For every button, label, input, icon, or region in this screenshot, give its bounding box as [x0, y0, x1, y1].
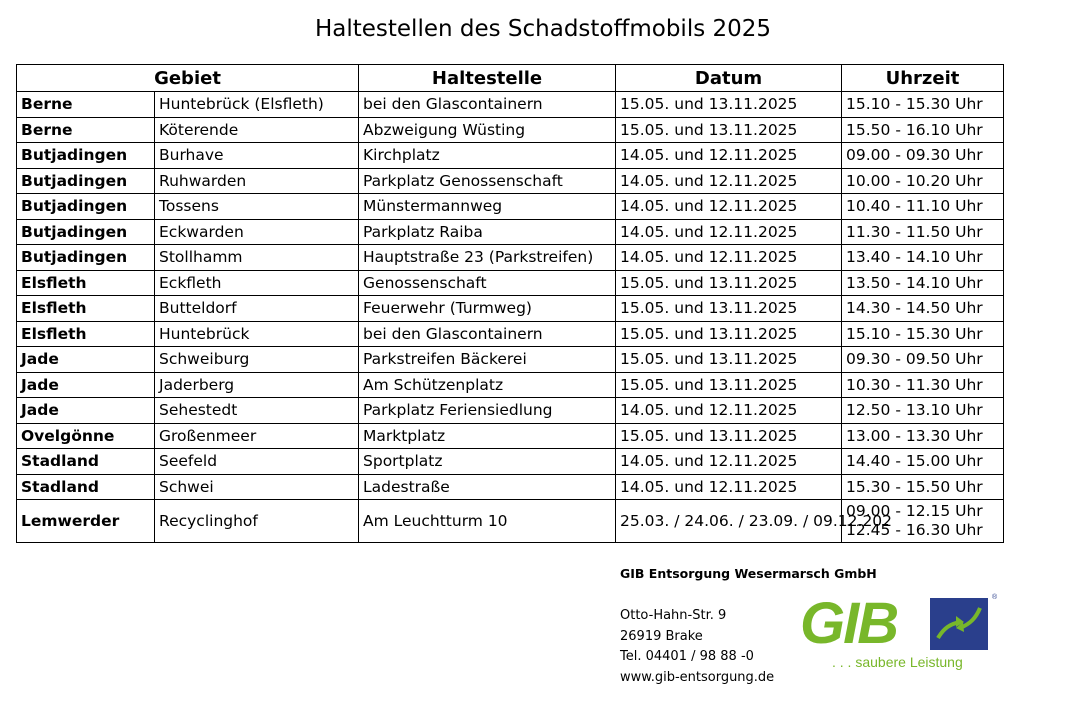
cell-ort: Stollhamm — [155, 245, 359, 271]
company-name: GIB Entsorgung Wesermarsch GmbH — [620, 566, 877, 581]
address-street: Otto-Hahn-Str. 9 — [620, 608, 727, 623]
cell-gebiet: Elsfleth — [17, 296, 155, 322]
cell-uhrzeit: 15.10 - 15.30 Uhr — [842, 321, 1004, 347]
cell-gebiet: Ovelgönne — [17, 423, 155, 449]
table-row — [17, 92, 1004, 118]
cell-ort: Eckwarden — [155, 219, 359, 245]
cell-haltestelle: Parkplatz Raiba — [359, 219, 616, 245]
table-row — [17, 347, 1004, 373]
registered-mark: ® — [992, 594, 998, 601]
cell-haltestelle: bei den Glascontainern — [359, 321, 616, 347]
cell-haltestelle: Münstermannweg — [359, 194, 616, 220]
cell-datum: 15.05. und 13.11.2025 — [616, 296, 842, 322]
cell-gebiet: Jade — [17, 347, 155, 373]
page-title: Haltestellen des Schadstoffmobils 2025 — [314, 16, 772, 42]
cell-uhrzeit: 13.00 - 13.30 Uhr — [842, 423, 1004, 449]
cell-haltestelle: Abzweigung Wüsting — [359, 117, 616, 143]
table-row — [17, 117, 1004, 143]
cell-gebiet: Jade — [17, 398, 155, 424]
cell-datum: 25.03. / 24.06. / 23.09. / 09.12.202 — [616, 500, 842, 543]
cell-haltestelle: bei den Glascontainern — [359, 92, 616, 118]
cell-gebiet: Butjadingen — [17, 194, 155, 220]
address-web: www.gib-entsorgung.de — [620, 669, 775, 685]
cell-gebiet: Elsfleth — [17, 321, 155, 347]
table-row — [17, 143, 1004, 169]
cell-datum: 14.05. und 12.11.2025 — [616, 194, 842, 220]
cell-datum: 15.05. und 13.11.2025 — [616, 423, 842, 449]
cell-datum: 14.05. und 12.11.2025 — [616, 168, 842, 194]
cell-haltestelle: Parkstreifen Bäckerei — [359, 347, 616, 373]
cell-ort: Schwei — [155, 474, 359, 500]
cell-uhrzeit: 10.00 - 10.20 Uhr — [842, 168, 1004, 194]
cell-uhrzeit: 09.00 - 09.30 Uhr — [842, 143, 1004, 169]
cell-haltestelle: Hauptstraße 23 (Parkstreifen) — [359, 245, 616, 271]
table-row — [17, 219, 1004, 245]
cell-haltestelle: Feuerwehr (Turmweg) — [359, 296, 616, 322]
cell-ort: Huntebrück — [155, 321, 359, 347]
cell-haltestelle: Parkplatz Genossenschaft — [359, 168, 616, 194]
cell-datum: 14.05. und 12.11.2025 — [616, 143, 842, 169]
cell-haltestelle: Marktplatz — [359, 423, 616, 449]
cell-ort: Burhave — [155, 143, 359, 169]
table-row — [17, 321, 1004, 347]
cell-ort: Sehestedt — [155, 398, 359, 424]
cell-ort: Jaderberg — [155, 372, 359, 398]
table-row — [17, 474, 1004, 500]
cell-haltestelle: Parkplatz Feriensiedlung — [359, 398, 616, 424]
cell-ort: Köterende — [155, 117, 359, 143]
table-row — [17, 500, 1004, 543]
cell-gebiet: Stadland — [17, 449, 155, 475]
cell-datum: 14.05. und 12.11.2025 — [616, 474, 842, 500]
cell-uhrzeit: 14.30 - 14.50 Uhr — [842, 296, 1004, 322]
table-row — [17, 245, 1004, 271]
table-row — [17, 372, 1004, 398]
cell-uhrzeit: 15.30 - 15.50 Uhr — [842, 474, 1004, 500]
cell-gebiet: Butjadingen — [17, 168, 155, 194]
address-phone: Tel. 04401 / 98 88 -0 — [620, 649, 754, 664]
logo-tagline: . . . saubere Leistung — [832, 654, 963, 670]
cell-ort: Recyclinghof — [155, 500, 359, 543]
cell-datum: 14.05. und 12.11.2025 — [616, 219, 842, 245]
table-row — [17, 296, 1004, 322]
cell-uhrzeit: 10.40 - 11.10 Uhr — [842, 194, 1004, 220]
uhrzeit-line-1: 09.00 - 12.15 Uhr — [846, 502, 983, 520]
cell-uhrzeit: 13.50 - 14.10 Uhr — [842, 270, 1004, 296]
cell-ort: Eckfleth — [155, 270, 359, 296]
cell-datum: 15.05. und 13.11.2025 — [616, 321, 842, 347]
cell-uhrzeit: 13.40 - 14.10 Uhr — [842, 245, 1004, 271]
table-row — [17, 449, 1004, 475]
cell-haltestelle: Am Schützenplatz — [359, 372, 616, 398]
cell-datum: 15.05. und 13.11.2025 — [616, 270, 842, 296]
cell-ort: Tossens — [155, 194, 359, 220]
recycle-arrows-icon — [930, 598, 988, 650]
cell-uhrzeit: 10.30 - 11.30 Uhr — [842, 372, 1004, 398]
cell-ort: Großenmeer — [155, 423, 359, 449]
cell-uhrzeit — [842, 500, 1004, 543]
cell-haltestelle: Genossenschaft — [359, 270, 616, 296]
gib-logo — [800, 592, 1005, 674]
cell-uhrzeit: 09.30 - 09.50 Uhr — [842, 347, 1004, 373]
cell-gebiet: Berne — [17, 92, 155, 118]
schedule-table — [16, 64, 1004, 543]
cell-gebiet: Stadland — [17, 474, 155, 500]
logo-wordmark: GIB — [800, 591, 898, 656]
cell-gebiet: Elsfleth — [17, 270, 155, 296]
cell-gebiet: Berne — [17, 117, 155, 143]
cell-datum: 14.05. und 12.11.2025 — [616, 398, 842, 424]
cell-ort: Huntebrück (Elsfleth) — [155, 92, 359, 118]
cell-gebiet: Butjadingen — [17, 143, 155, 169]
cell-haltestelle: Sportplatz — [359, 449, 616, 475]
cell-gebiet: Butjadingen — [17, 245, 155, 271]
cell-datum: 15.05. und 13.11.2025 — [616, 372, 842, 398]
cell-datum: 14.05. und 12.11.2025 — [616, 449, 842, 475]
table-row — [17, 168, 1004, 194]
cell-ort: Seefeld — [155, 449, 359, 475]
cell-ort: Schweiburg — [155, 347, 359, 373]
table-row — [17, 194, 1004, 220]
address-city: 26919 Brake — [620, 628, 703, 644]
table-row — [17, 423, 1004, 449]
cell-ort: Ruhwarden — [155, 168, 359, 194]
cell-haltestelle: Am Leuchtturm 10 — [359, 500, 616, 543]
header-haltestelle: Haltestelle — [359, 65, 616, 92]
table-row — [17, 398, 1004, 424]
cell-datum: 14.05. und 12.11.2025 — [616, 245, 842, 271]
table-row — [17, 270, 1004, 296]
cell-datum: 15.05. und 13.11.2025 — [616, 92, 842, 118]
uhrzeit-line-2: 12.45 - 16.30 Uhr — [846, 521, 983, 539]
cell-haltestelle: Ladestraße — [359, 474, 616, 500]
cell-datum: 15.05. und 13.11.2025 — [616, 347, 842, 373]
header-uhrzeit: Uhrzeit — [842, 65, 1004, 92]
cell-uhrzeit: 12.50 - 13.10 Uhr — [842, 398, 1004, 424]
header-gebiet: Gebiet — [17, 65, 359, 92]
cell-ort: Butteldorf — [155, 296, 359, 322]
cell-gebiet: Lemwerder — [17, 500, 155, 543]
cell-uhrzeit: 15.50 - 16.10 Uhr — [842, 117, 1004, 143]
cell-uhrzeit: 14.40 - 15.00 Uhr — [842, 449, 1004, 475]
cell-uhrzeit: 15.10 - 15.30 Uhr — [842, 92, 1004, 118]
cell-haltestelle: Kirchplatz — [359, 143, 616, 169]
cell-gebiet: Jade — [17, 372, 155, 398]
table-header-row — [17, 65, 1004, 92]
company-address — [620, 606, 774, 688]
header-datum: Datum — [616, 65, 842, 92]
cell-datum: 15.05. und 13.11.2025 — [616, 117, 842, 143]
cell-gebiet: Butjadingen — [17, 219, 155, 245]
cell-uhrzeit: 11.30 - 11.50 Uhr — [842, 219, 1004, 245]
